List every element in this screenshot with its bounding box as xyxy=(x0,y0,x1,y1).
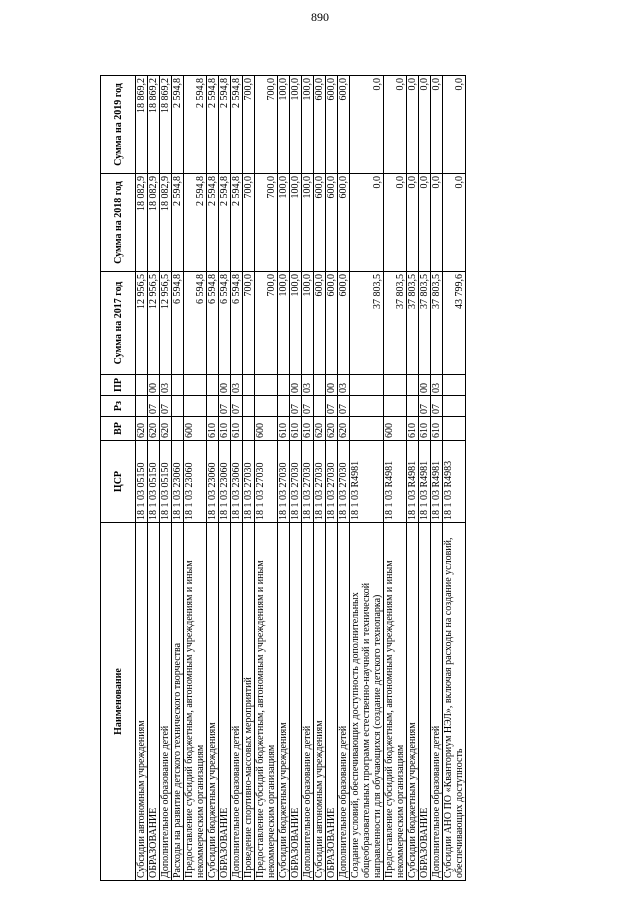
table-row xyxy=(255,76,278,881)
cell-sum-2017: 6 594,8 xyxy=(231,272,243,375)
cell-sum-2018: 18 082,9 xyxy=(148,174,160,272)
cell-sum-2017: 6 594,8 xyxy=(207,272,219,375)
cell-rz xyxy=(207,396,219,417)
cell-pr xyxy=(384,375,407,396)
cell-csr: 18 1 03 23060 xyxy=(172,441,184,523)
col-header-vr: ВР xyxy=(101,417,136,441)
cell-rz xyxy=(184,396,207,417)
cell-name: Субсидии бюджетным учреждениям xyxy=(407,523,419,881)
cell-sum-2018: 18 082,9 xyxy=(136,174,148,272)
cell-sum-2017: 37 803,5 xyxy=(407,272,419,375)
cell-vr: 610 xyxy=(407,417,419,441)
cell-vr: 620 xyxy=(314,417,326,441)
cell-name: ОБРАЗОВАНИЕ xyxy=(219,523,231,881)
table-body xyxy=(136,76,466,881)
cell-sum-2017: 12 956,5 xyxy=(148,272,160,375)
cell-sum-2018: 0,0 xyxy=(431,174,443,272)
cell-vr: 610 xyxy=(302,417,314,441)
cell-sum-2019: 2 594,8 xyxy=(172,76,184,174)
cell-rz: 07 xyxy=(326,396,338,417)
cell-sum-2017: 37 803,5 xyxy=(350,272,384,375)
cell-name: Предоставление субсидий бюджетным, автономным учреждениям и иным некоммерческим организациям xyxy=(255,523,278,881)
cell-sum-2019: 0,0 xyxy=(384,76,407,174)
cell-pr: 00 xyxy=(326,375,338,396)
cell-name: Дополнительное образование детей xyxy=(302,523,314,881)
cell-sum-2019: 2 594,8 xyxy=(184,76,207,174)
cell-csr: 18 1 03 R4981 xyxy=(431,441,443,523)
cell-sum-2017: 37 803,5 xyxy=(419,272,431,375)
cell-name: Субсидии АНО ПО «Кванториум НЭЛ», включая расходы на создание условий, обеспечивающих доступность xyxy=(443,523,466,881)
cell-sum-2019: 2 594,8 xyxy=(207,76,219,174)
table-row xyxy=(384,76,407,881)
cell-pr xyxy=(407,375,419,396)
table-row xyxy=(219,76,231,881)
cell-pr xyxy=(136,375,148,396)
table-row xyxy=(314,76,326,881)
cell-sum-2019: 700,0 xyxy=(243,76,255,174)
cell-name: Дополнительное образование детей xyxy=(231,523,243,881)
table-row xyxy=(419,76,431,881)
cell-rz xyxy=(243,396,255,417)
cell-sum-2019: 100,0 xyxy=(278,76,290,174)
cell-pr xyxy=(350,375,384,396)
cell-rz xyxy=(172,396,184,417)
cell-sum-2019: 0,0 xyxy=(443,76,466,174)
cell-vr xyxy=(443,417,466,441)
cell-pr: 03 xyxy=(231,375,243,396)
cell-sum-2018: 2 594,8 xyxy=(172,174,184,272)
cell-sum-2018: 600,0 xyxy=(314,174,326,272)
cell-vr: 610 xyxy=(290,417,302,441)
cell-sum-2017: 100,0 xyxy=(302,272,314,375)
cell-csr: 18 1 03 27030 xyxy=(302,441,314,523)
cell-sum-2018: 2 594,8 xyxy=(184,174,207,272)
cell-rz xyxy=(350,396,384,417)
col-header-sum-2019: Сумма на 2019 год xyxy=(101,76,136,174)
cell-sum-2018: 600,0 xyxy=(338,174,350,272)
cell-pr xyxy=(184,375,207,396)
cell-sum-2018: 0,0 xyxy=(384,174,407,272)
cell-vr: 610 xyxy=(219,417,231,441)
cell-rz xyxy=(136,396,148,417)
col-header-name: Наименование xyxy=(101,523,136,881)
cell-rz xyxy=(314,396,326,417)
page-number: 890 xyxy=(311,10,329,24)
table-row xyxy=(326,76,338,881)
cell-vr: 600 xyxy=(184,417,207,441)
cell-sum-2017: 37 803,5 xyxy=(384,272,407,375)
cell-sum-2017: 600,0 xyxy=(314,272,326,375)
cell-sum-2017: 100,0 xyxy=(278,272,290,375)
cell-name: Дополнительное образование детей xyxy=(338,523,350,881)
cell-pr xyxy=(172,375,184,396)
cell-sum-2019: 2 594,8 xyxy=(231,76,243,174)
cell-sum-2019: 0,0 xyxy=(350,76,384,174)
table-row xyxy=(338,76,350,881)
cell-sum-2019: 100,0 xyxy=(290,76,302,174)
cell-sum-2018: 0,0 xyxy=(350,174,384,272)
cell-csr: 18 1 03 R4981 xyxy=(350,441,384,523)
cell-csr: 18 1 03 R4981 xyxy=(407,441,419,523)
cell-vr: 620 xyxy=(338,417,350,441)
cell-vr: 610 xyxy=(278,417,290,441)
cell-csr: 18 1 03 05150 xyxy=(148,441,160,523)
cell-name: Создание условий, обеспечивающих доступность дополнительных общеобразовательных программ естественно-научной и технической направленности для обучающихся (создание детского технопарка) xyxy=(350,523,384,881)
table-row xyxy=(136,76,148,881)
cell-sum-2017: 12 956,5 xyxy=(160,272,172,375)
cell-rz: 07 xyxy=(419,396,431,417)
cell-rz xyxy=(255,396,278,417)
cell-sum-2019: 18 869,2 xyxy=(136,76,148,174)
cell-rz xyxy=(384,396,407,417)
table-row xyxy=(431,76,443,881)
cell-name: Предоставление субсидий бюджетным, автономным учреждениям и иным некоммерческим организациям xyxy=(184,523,207,881)
cell-name: Предоставление субсидий бюджетным, автономным учреждениям и иным некоммерческим организациям xyxy=(384,523,407,881)
cell-name: ОБРАЗОВАНИЕ xyxy=(326,523,338,881)
cell-vr: 620 xyxy=(326,417,338,441)
table-row xyxy=(148,76,160,881)
table-row xyxy=(278,76,290,881)
col-header-sum-2018: Сумма на 2018 год xyxy=(101,174,136,272)
cell-sum-2019: 0,0 xyxy=(407,76,419,174)
cell-pr xyxy=(314,375,326,396)
cell-name: Субсидии бюджетным учреждениям xyxy=(278,523,290,881)
cell-pr xyxy=(443,375,466,396)
cell-name: Субсидии автономным учреждениям xyxy=(314,523,326,881)
cell-pr: 00 xyxy=(148,375,160,396)
cell-csr: 18 1 03 27030 xyxy=(338,441,350,523)
table-row xyxy=(443,76,466,881)
cell-rz: 07 xyxy=(160,396,172,417)
cell-sum-2017: 43 799,6 xyxy=(443,272,466,375)
table-row xyxy=(290,76,302,881)
cell-sum-2019: 18 869,2 xyxy=(160,76,172,174)
table-row xyxy=(207,76,219,881)
table-row xyxy=(350,76,384,881)
cell-rz xyxy=(407,396,419,417)
table-row xyxy=(407,76,419,881)
cell-sum-2017: 700,0 xyxy=(243,272,255,375)
cell-csr: 18 1 03 R4981 xyxy=(384,441,407,523)
cell-sum-2017: 600,0 xyxy=(326,272,338,375)
cell-sum-2019: 0,0 xyxy=(419,76,431,174)
table-rotation-wrapper xyxy=(100,76,545,881)
cell-csr: 18 1 03 23060 xyxy=(219,441,231,523)
cell-rz: 07 xyxy=(290,396,302,417)
cell-vr: 610 xyxy=(207,417,219,441)
cell-sum-2017: 700,0 xyxy=(255,272,278,375)
cell-rz: 07 xyxy=(302,396,314,417)
cell-name: ОБРАЗОВАНИЕ xyxy=(148,523,160,881)
cell-pr: 00 xyxy=(219,375,231,396)
cell-name: ОБРАЗОВАНИЕ xyxy=(290,523,302,881)
cell-vr: 610 xyxy=(231,417,243,441)
cell-csr: 18 1 03 23060 xyxy=(207,441,219,523)
cell-csr: 18 1 03 R4983 xyxy=(443,441,466,523)
rotated-table-sheet xyxy=(100,76,545,881)
table-row xyxy=(172,76,184,881)
cell-vr xyxy=(350,417,384,441)
cell-name: Субсидии бюджетным учреждениям xyxy=(207,523,219,881)
cell-sum-2019: 600,0 xyxy=(326,76,338,174)
cell-name: Субсидии автономным учреждениям xyxy=(136,523,148,881)
cell-sum-2019: 600,0 xyxy=(314,76,326,174)
cell-sum-2019: 600,0 xyxy=(338,76,350,174)
cell-sum-2017: 37 803,5 xyxy=(431,272,443,375)
cell-name: ОБРАЗОВАНИЕ xyxy=(419,523,431,881)
cell-rz: 07 xyxy=(431,396,443,417)
cell-sum-2018: 100,0 xyxy=(278,174,290,272)
col-header-rz: Рз xyxy=(101,396,136,417)
cell-rz: 07 xyxy=(148,396,160,417)
cell-sum-2019: 2 594,8 xyxy=(219,76,231,174)
cell-rz: 07 xyxy=(219,396,231,417)
table-row xyxy=(302,76,314,881)
cell-sum-2017: 100,0 xyxy=(290,272,302,375)
cell-sum-2018: 600,0 xyxy=(326,174,338,272)
cell-vr: 620 xyxy=(148,417,160,441)
cell-sum-2017: 12 956,5 xyxy=(136,272,148,375)
budget-table xyxy=(100,75,466,881)
cell-sum-2017: 600,0 xyxy=(338,272,350,375)
cell-csr: 18 1 03 23060 xyxy=(231,441,243,523)
cell-pr xyxy=(207,375,219,396)
cell-csr: 18 1 03 27030 xyxy=(314,441,326,523)
cell-pr xyxy=(255,375,278,396)
cell-sum-2017: 6 594,8 xyxy=(172,272,184,375)
table-row xyxy=(231,76,243,881)
cell-rz: 07 xyxy=(338,396,350,417)
cell-name: Дополнительное образование детей xyxy=(160,523,172,881)
cell-csr: 18 1 03 23060 xyxy=(184,441,207,523)
cell-sum-2018: 700,0 xyxy=(255,174,278,272)
cell-vr: 600 xyxy=(255,417,278,441)
cell-vr: 600 xyxy=(384,417,407,441)
cell-vr xyxy=(172,417,184,441)
cell-sum-2018: 100,0 xyxy=(302,174,314,272)
cell-name: Проведение спортивно-массовых мероприятий xyxy=(243,523,255,881)
cell-sum-2017: 6 594,8 xyxy=(219,272,231,375)
cell-csr: 18 1 03 27030 xyxy=(290,441,302,523)
cell-pr: 03 xyxy=(338,375,350,396)
table-row xyxy=(243,76,255,881)
table-row xyxy=(184,76,207,881)
cell-pr: 00 xyxy=(419,375,431,396)
cell-sum-2018: 18 082,9 xyxy=(160,174,172,272)
cell-csr: 18 1 03 27030 xyxy=(326,441,338,523)
cell-csr: 18 1 03 05150 xyxy=(136,441,148,523)
cell-pr: 03 xyxy=(160,375,172,396)
cell-pr: 03 xyxy=(302,375,314,396)
cell-sum-2018: 0,0 xyxy=(407,174,419,272)
cell-csr: 18 1 03 05150 xyxy=(160,441,172,523)
cell-sum-2018: 2 594,8 xyxy=(231,174,243,272)
cell-sum-2018: 0,0 xyxy=(443,174,466,272)
col-header-csr: ЦСР xyxy=(101,441,136,523)
cell-sum-2017: 6 594,8 xyxy=(184,272,207,375)
cell-sum-2018: 100,0 xyxy=(290,174,302,272)
cell-pr: 00 xyxy=(290,375,302,396)
cell-vr: 620 xyxy=(160,417,172,441)
cell-pr xyxy=(243,375,255,396)
cell-sum-2019: 18 869,2 xyxy=(148,76,160,174)
cell-sum-2018: 0,0 xyxy=(419,174,431,272)
cell-csr: 18 1 03 27030 xyxy=(243,441,255,523)
cell-csr: 18 1 03 27030 xyxy=(278,441,290,523)
cell-csr: 18 1 03 27030 xyxy=(255,441,278,523)
cell-sum-2019: 0,0 xyxy=(431,76,443,174)
cell-vr: 610 xyxy=(419,417,431,441)
cell-pr: 03 xyxy=(431,375,443,396)
cell-vr: 620 xyxy=(136,417,148,441)
cell-vr: 610 xyxy=(431,417,443,441)
table-row xyxy=(160,76,172,881)
cell-name: Дополнительное образование детей xyxy=(431,523,443,881)
cell-sum-2018: 700,0 xyxy=(243,174,255,272)
cell-sum-2019: 100,0 xyxy=(302,76,314,174)
col-header-sum-2017: Сумма на 2017 год xyxy=(101,272,136,375)
cell-sum-2019: 700,0 xyxy=(255,76,278,174)
cell-sum-2018: 2 594,8 xyxy=(219,174,231,272)
cell-pr xyxy=(278,375,290,396)
cell-rz xyxy=(443,396,466,417)
cell-csr: 18 1 03 R4981 xyxy=(419,441,431,523)
header-row xyxy=(101,76,136,881)
cell-name: Расходы на развитие детского технического творчества xyxy=(172,523,184,881)
col-header-pr: ПР xyxy=(101,375,136,396)
cell-rz: 07 xyxy=(231,396,243,417)
cell-sum-2018: 2 594,8 xyxy=(207,174,219,272)
cell-rz xyxy=(278,396,290,417)
cell-vr xyxy=(243,417,255,441)
